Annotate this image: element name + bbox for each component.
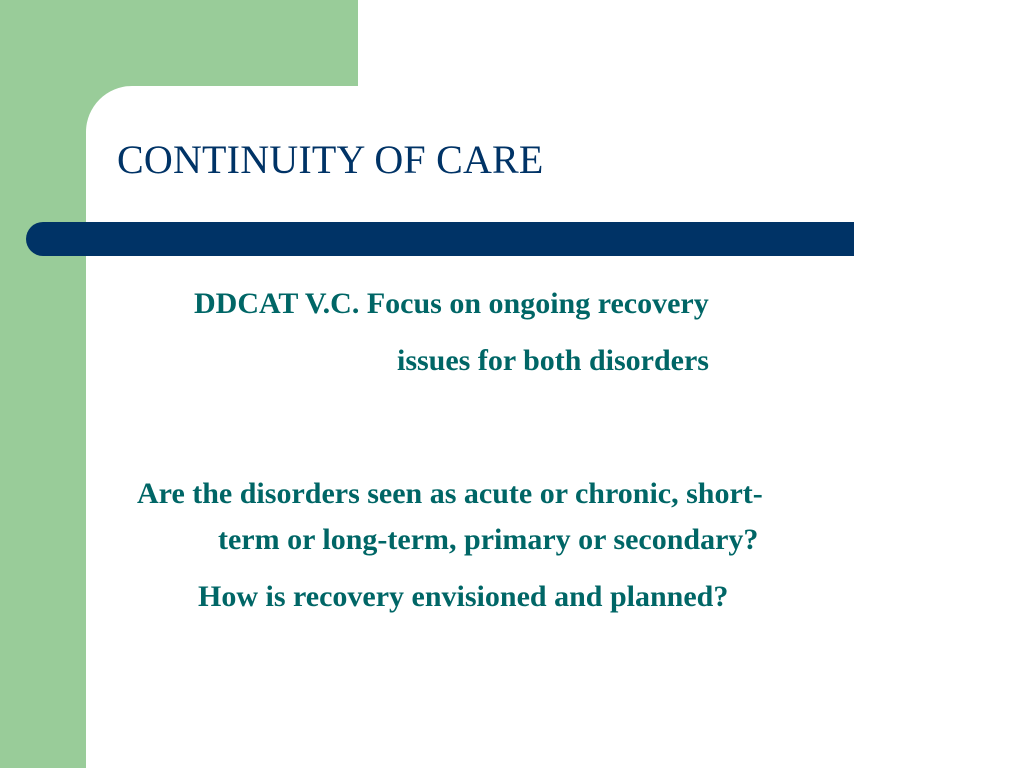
body-line-recovery-question: How is recovery envisioned and planned? bbox=[198, 580, 729, 613]
body-line-question-part2: term or long-term, primary or secondary? bbox=[218, 523, 759, 556]
body-line-issues: issues for both disorders bbox=[397, 344, 709, 377]
body-line-ddcat: DDCAT V.C. Focus on ongoing recovery bbox=[194, 287, 709, 320]
content-card bbox=[86, 86, 1024, 768]
title-divider-bar bbox=[26, 222, 854, 256]
body-line-question-part1: Are the disorders seen as acute or chronic, short- bbox=[137, 477, 763, 510]
slide-title: CONTINUITY OF CARE bbox=[117, 137, 544, 182]
